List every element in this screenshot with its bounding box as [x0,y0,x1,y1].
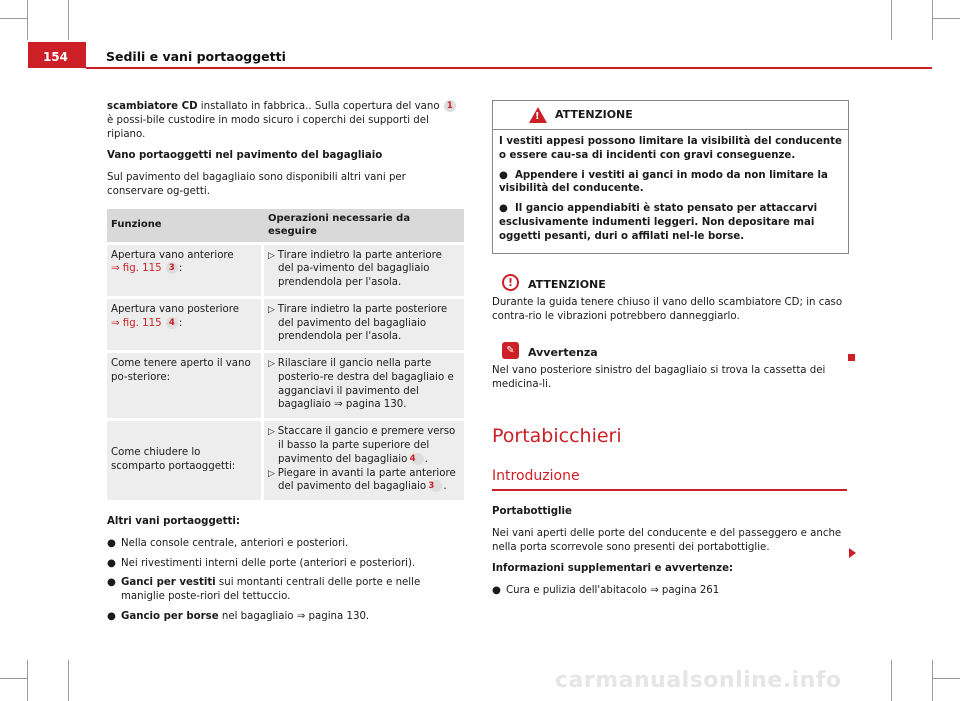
crop-mark [68,660,69,701]
note-text: Nel vano posteriore sinistro del bagagliaio si trova la cassetta dei medicina-li. [492,364,826,390]
watermark: carmanualsonline.info [555,668,842,693]
bullet-icon: ● [492,585,501,597]
warning-box-header [493,101,848,130]
callout-ref: 1 [444,100,456,112]
table-row [107,299,464,353]
page-header [28,42,932,68]
table-header-operations: Operazioni necessarie da eseguire [264,209,464,245]
list-item-text: nel bagagliaio ⇒ pagina 130. [218,610,370,622]
step-arrow-icon: ▷ [268,250,278,261]
bullet-icon: ● [107,557,116,569]
floor-heading: Vano portaoggetti nel pavimento del bagagliaio [107,150,383,162]
exclamation-circle-icon: ! [502,274,519,291]
crop-mark [0,18,27,19]
figure-link[interactable]: ⇒ fig. 115 [111,263,162,275]
note-header [492,342,847,362]
crop-mark [932,18,960,19]
left-column [107,100,464,630]
warning-box-body [493,130,848,253]
function-label: Apertura vano anteriore [111,249,234,261]
caution-text: Durante la guida tenere chiuso il vano dello scambiatore CD; in caso contra-rio le vibrazioni potrebbero danneggiarlo. [492,297,843,323]
table-cell-operations [264,421,464,503]
step-item [268,467,460,495]
callout-ref: 3 [430,480,442,492]
callout-ref: 3 [166,262,178,274]
bottle-heading: Portabottiglie [492,506,572,518]
warning-item-text: Appendere i vestiti ai ganci in modo da non limitare la visibilità del conducente. [499,169,828,195]
page-number: 154 [28,42,86,68]
section-title: Portabicchieri [492,425,622,448]
section-end-icon [848,354,855,361]
step-item [268,249,460,290]
list-item [107,537,464,551]
header-rule [86,67,932,69]
note-icon: ✎ [502,342,519,359]
step-arrow-icon: ▷ [268,304,278,315]
note-title: Avvertenza [528,345,598,359]
crop-mark [27,0,28,40]
crop-mark [891,0,892,40]
crop-mark [932,678,960,679]
crop-mark [932,660,933,701]
step-text: Tirare indietro la parte anteriore del pa-vimento del bagagliaio prendendola per l'asola. [277,249,442,289]
function-label: Come tenere aperto il vano po-steriore: [111,358,251,383]
list-item-text: Nei rivestimenti interni delle porte (anteriori e posteriori). [121,557,416,569]
step-text: Staccare il gancio e premere verso il basso la parte superiore del pavimento del bagagliaio [277,426,456,465]
list-item [492,584,847,598]
crop-mark [891,660,892,701]
crop-mark [27,660,28,701]
warning-item [499,169,842,197]
callout-ref: 4 [166,317,178,329]
table-cell-operations [264,353,464,421]
caution-title: ATTENZIONE [528,278,606,292]
intro-paragraph [107,100,464,141]
step-arrow-icon: ▷ [268,427,278,438]
continue-arrow-icon [849,548,856,558]
step-end: . [424,453,428,465]
table-cell-function: Apertura vano anteriore ⇒ fig. 115 3 : [107,245,264,299]
table-cell-operations [264,245,464,299]
callout-ref: 4 [412,453,424,465]
warning-item-text: Il gancio appendiabiti è stato pensato per attaccarvi esclusivamente indumenti leggeri. Non depositare mai oggetti pesanti, duri o affilati nel-le borse. [499,203,818,242]
list-item [107,610,464,624]
step-item [268,425,460,466]
warning-item [499,202,842,243]
bottle-text: Nei vani aperti delle porte del conducente e del passeggero e anche nella porta scorrevole sono presenti dei portabottiglie. [492,527,842,553]
step-text: Rilasciare il gancio nella parte posterio-re destra del bagagliaio e agganciavi il pavimento del bagagliaio ⇒ pagina 130. [277,358,454,411]
table-row [107,421,464,503]
step-item [268,357,460,412]
subsection-rule [492,489,847,491]
step-arrow-icon: ▷ [268,359,278,370]
figure-link[interactable]: ⇒ fig. 115 [111,317,162,329]
function-label: Come chiudere lo scomparto portaoggetti: [111,446,236,472]
table-cell-function [107,421,264,503]
chapter-title: Sedili e vani portaoggetti [106,49,286,64]
other-storage-heading: Altri vani portaoggetti: [107,516,240,528]
storage-list [107,537,464,624]
warning-intro: I vestiti appesi possono limitare la visibilità del conducente o essere cau-sa di incidenti con gravi conseguenze. [499,136,842,161]
floor-text: Sul pavimento del bagagliaio sono disponibili altri vani per conservare og-getti. [107,172,406,197]
bullet-icon: ● [107,610,116,622]
list-item-text[interactable]: Cura e pulizia dell'abitacolo ⇒ pagina 261 [506,585,720,597]
function-label: Apertura vano posteriore [111,303,239,315]
warning-box [492,100,849,254]
step-text: Piegare in avanti la parte anteriore del pavimento del bagagliaio [277,467,456,493]
table-row [107,245,464,299]
bullet-icon: ● [107,537,116,549]
list-item-text: Nella console centrale, anteriori e posteriori. [121,537,349,549]
right-column [492,100,847,604]
bullet-icon: ● [499,203,515,215]
table-header-function: Funzione [107,209,264,245]
step-text: Tirare indietro la parte posteriore del pavimento del bagagliaio prendendola per l'asola. [277,303,448,343]
intro-term: scambiatore CD [107,101,198,112]
function-table [107,209,464,503]
info-list [492,584,847,598]
step-arrow-icon: ▷ [268,468,278,479]
table-header-row [107,209,464,245]
intro-text-1: installato in fabbrica.. Sulla copertura del vano [197,101,443,112]
list-item-bold: Ganci per vestiti [121,577,216,589]
step-item [268,303,460,344]
caution-notice [492,274,847,324]
crop-mark [0,678,27,679]
list-item-bold: Gancio per borse [121,610,219,622]
warning-triangle-icon: ! [529,107,547,123]
table-row [107,353,464,421]
crop-mark [68,0,69,40]
caution-header [492,274,847,294]
list-item-text: sui montanti centrali delle porte e nelle maniglie poste-riori del tettuccio. [121,577,421,603]
bullet-icon: ● [499,169,515,181]
table-cell-function: Apertura vano posteriore ⇒ fig. 115 4 : [107,299,264,353]
table-cell-operations [264,299,464,353]
list-item [107,557,464,571]
subsection-title: Introduzione [492,468,580,485]
intro-text-2: è possi-bile custodire in modo sicuro i coperchi dei supporti del ripiano. [107,114,429,140]
info-heading: Informazioni supplementari e avvertenze: [492,563,734,575]
warning-box-title: ATTENZIONE [555,108,633,121]
step-end: . [443,481,447,493]
bullet-icon: ● [107,577,116,589]
table-cell-function [107,353,264,421]
crop-mark [932,0,933,40]
note-notice [492,342,847,392]
list-item [107,576,464,604]
